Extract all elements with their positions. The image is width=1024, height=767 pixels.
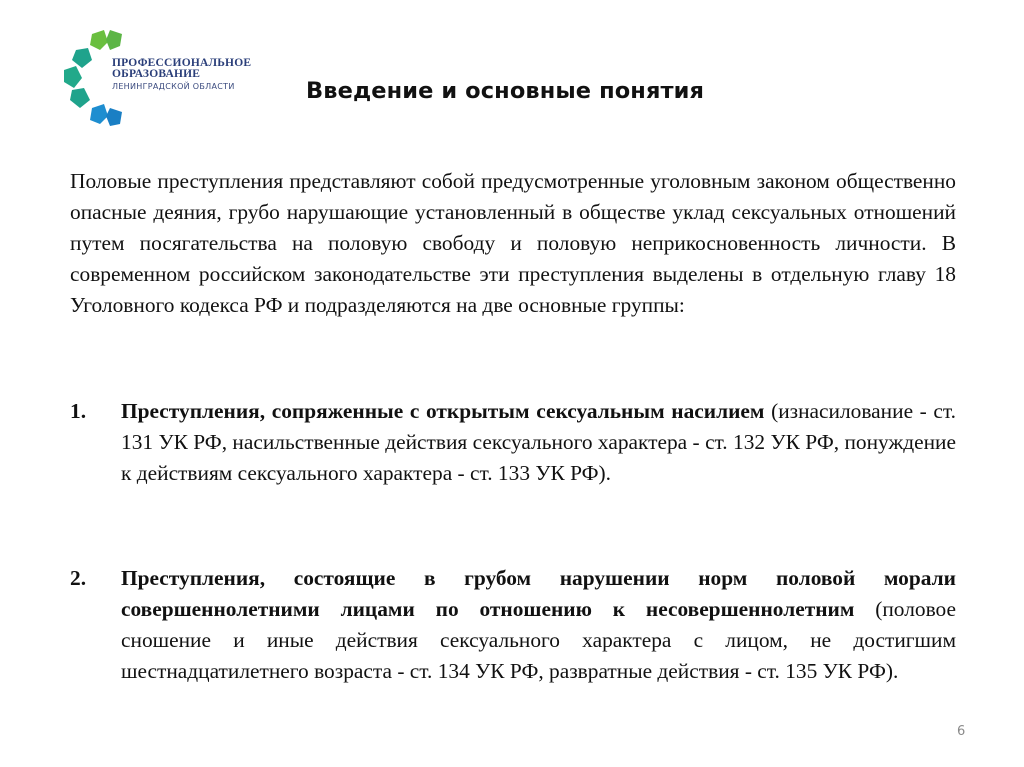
list-item-number: 1. (70, 399, 87, 423)
organization-logo (62, 28, 262, 128)
list-item-text: (изнасилование - ст. 131 УК РФ, насильственные действия сексуального характера - ст. 132 УК РФ, понуждение к действиям сексуального характера - ст. 133 УК РФ). (121, 399, 956, 485)
list-item-number: 2. (70, 566, 87, 590)
list-item-heading: Преступления, сопряженные с открытым сексуальным насилием (121, 399, 765, 423)
logo-line-2: ОБРАЗОВАНИЕ (112, 68, 201, 80)
intro-paragraph: Половые преступления представляют собой предусмотренные уголовным законом общественно опасные деяния, грубо нарушающие установленный в обществе уклад сексуальных отношений путем посягательства на половую свободу и половую неприкосновенность личности. В современном российском законодательстве эти преступления выделены в отдельную главу 18 Уголовного кодекса РФ и подразделяются на две основные группы: (70, 169, 956, 317)
slide-title: Введение и основные понятия (306, 78, 705, 104)
list-item-text: (половое сношение и иные действия сексуального характера с лицом, не достигшим шестнадцатилетнего возраста - ст. 134 УК РФ, развратные действия - ст. 135 УК РФ). (121, 597, 956, 683)
logo-line-3: ЛЕНИНГРАДСКОЙ ОБЛАСТИ (112, 82, 235, 91)
logo-line-1: ПРОФЕССИОНАЛЬНОЕ (112, 57, 252, 69)
page-number: 6 (957, 724, 966, 739)
list-item-heading: Преступления, состоящие в грубом нарушении норм половой морали совершеннолетними лицами по отношению к несовершеннолетним (121, 566, 956, 621)
list-item (70, 563, 956, 687)
list-item (70, 396, 956, 489)
